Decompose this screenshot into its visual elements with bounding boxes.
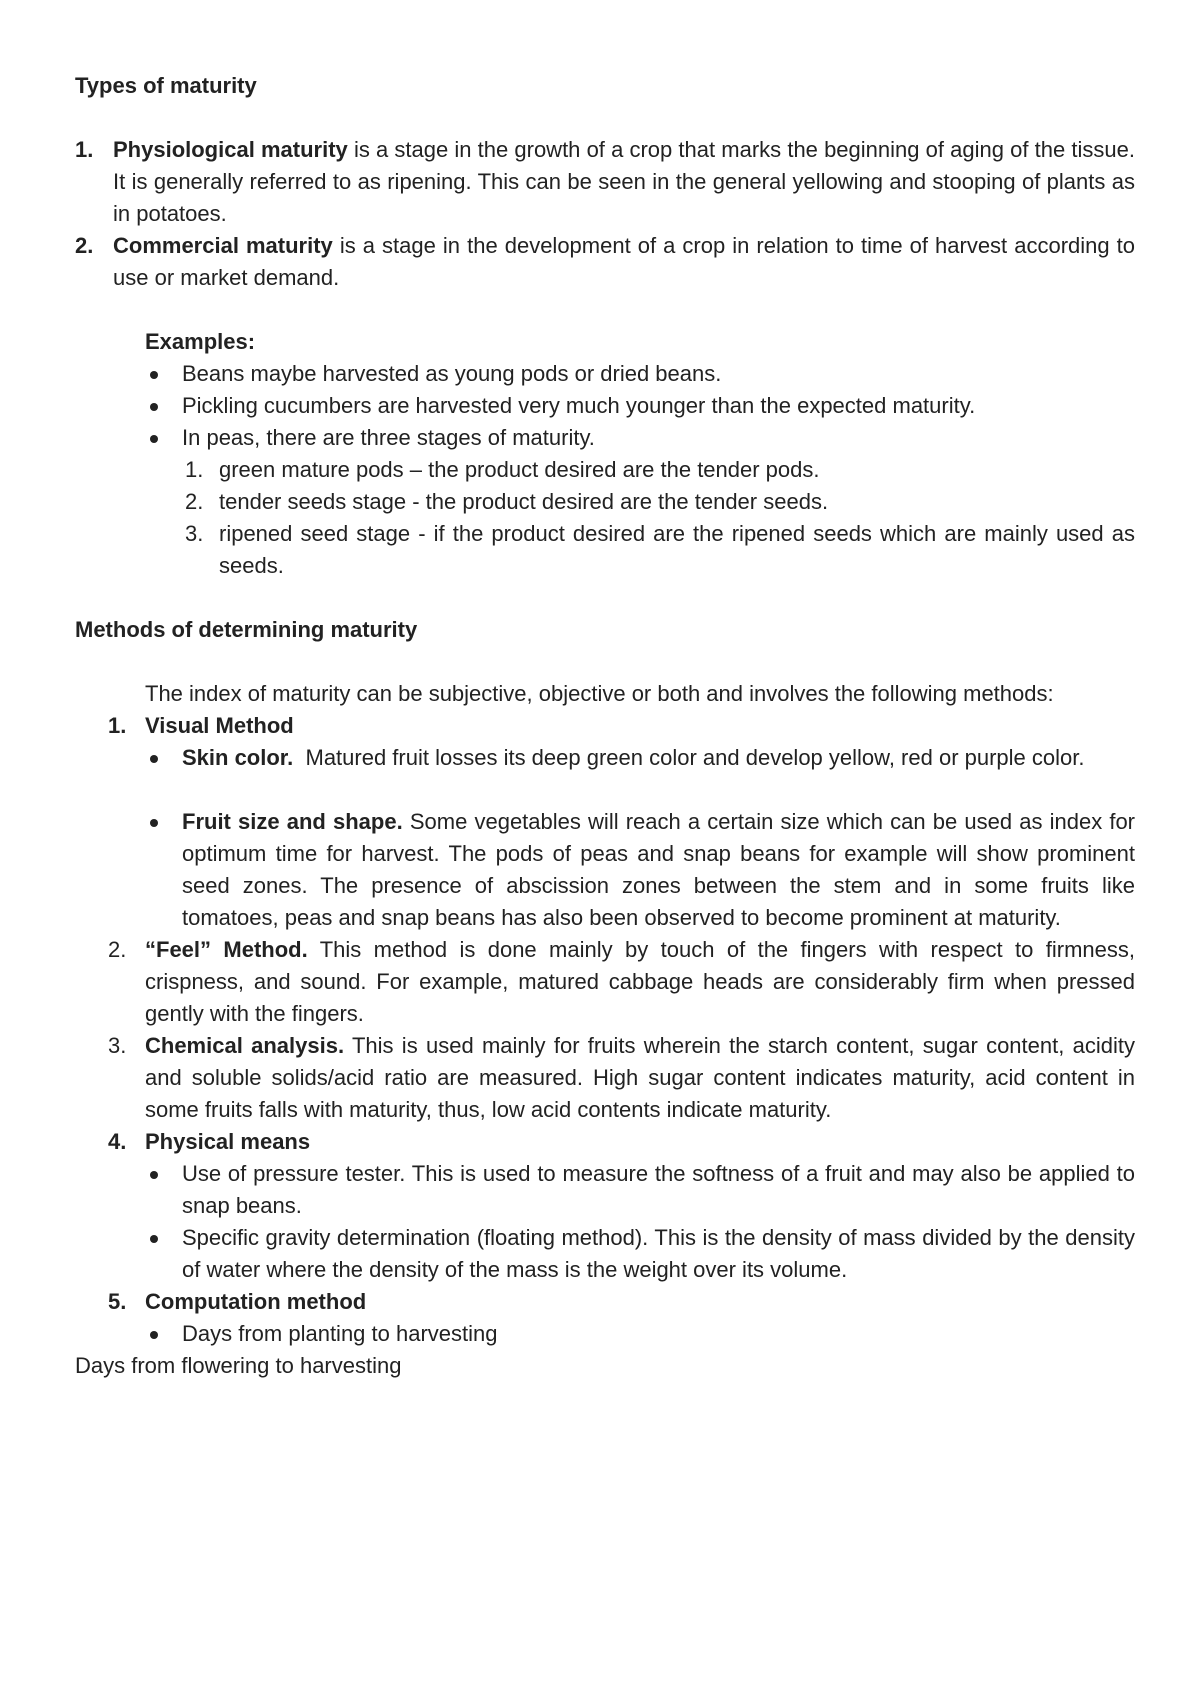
methods-intro: The index of maturity can be subjective, objective or both and involves the following methods: — [145, 681, 1054, 706]
bullet-icon — [150, 1235, 158, 1243]
bullet-icon — [150, 1171, 158, 1179]
term-physiological: Physiological maturity — [113, 137, 348, 162]
list-item — [75, 518, 1135, 582]
list-number: 2. — [75, 233, 94, 258]
list-item — [75, 486, 1135, 518]
list-item — [75, 1318, 1135, 1350]
method-text: Use of pressure tester. This is used to measure the softness of a fruit and may also be applied to snap beans. — [182, 1161, 1135, 1218]
section-heading-methods: Methods of determining maturity — [75, 617, 418, 642]
list-item — [75, 422, 1135, 454]
bullet-icon — [150, 819, 158, 827]
method-title: Physical means — [145, 1129, 311, 1154]
term-skin-color: Skin color. — [182, 745, 294, 770]
list-item — [75, 1158, 1135, 1222]
list-item — [75, 454, 1135, 486]
term-fruit-size: Fruit size and shape. — [182, 809, 403, 834]
example-text: In peas, there are three stages of maturity. — [182, 425, 595, 450]
list-number: 3. — [185, 521, 204, 546]
bullet-icon — [150, 435, 158, 443]
definition-text: is a stage in the development of a crop in relation to time of harvest according to use or market demand. — [113, 233, 1136, 290]
definition-text: is a stage in the growth of a crop that marks the beginning of aging of the tissue. It is generally referred to as ripening. This can be seen in the general yellowing and stooping of plants as in potatoes. — [113, 137, 1135, 226]
stage-text: ripened seed stage - if the product desired are the ripened seeds which are mainly used as seeds. — [219, 521, 1135, 578]
method-text: Matured fruit losses its deep green color and develop yellow, red or purple color. — [293, 745, 1085, 770]
list-item-physiological — [75, 134, 1135, 230]
list-number: 1. — [108, 713, 127, 738]
example-text: Beans maybe harvested as young pods or dried beans. — [182, 361, 722, 386]
list-number: 5. — [108, 1289, 127, 1314]
method-text: Specific gravity determination (floating method). This is the density of mass divided by the density of water where the density of the mass is the weight over its volume. — [182, 1225, 1135, 1282]
method-text: Days from planting to harvesting — [182, 1321, 498, 1346]
bullet-icon — [150, 1331, 158, 1339]
bullet-icon — [150, 403, 158, 411]
method-text: Some vegetables will reach a certain size which can be used as index for optimum time for harvest. The pods of peas and snap beans for example will show prominent seed zones. The presence of abscission zones between the stem and in some fruits like tomatoes, peas and snap beans has also been observed to become prominent at maturity. — [182, 809, 1136, 930]
method-text: This method is done mainly by touch of the fingers with respect to firmness, crispness, and sound. For example, matured cabbage heads are considerably firm when pressed gently with the fingers. — [145, 937, 1135, 1026]
list-item — [75, 358, 1135, 390]
examples-label: Examples: — [145, 329, 256, 354]
method-computation — [75, 1286, 1135, 1318]
list-item — [75, 742, 1135, 774]
method-title: Visual Method — [145, 713, 294, 738]
method-text: This is used mainly for fruits wherein the starch content, sugar content, acidity and soluble solids/acid ratio are measured. High sugar content indicates maturity, acid content in some fruits falls with maturity, thus, low acid contents indicate maturity. — [145, 1033, 1135, 1122]
list-item — [75, 806, 1135, 934]
section-heading-types: Types of maturity — [75, 73, 257, 98]
method-physical — [75, 1126, 1135, 1158]
list-number: 3. — [108, 1033, 127, 1058]
term-feel: “Feel” Method. — [145, 937, 308, 962]
term-chemical: Chemical analysis. — [145, 1033, 345, 1058]
method-chemical — [75, 1030, 1135, 1126]
list-number: 2. — [185, 489, 204, 514]
list-number: 4. — [108, 1129, 127, 1154]
list-number: 1. — [185, 457, 204, 482]
example-text: Pickling cucumbers are harvested very much younger than the expected maturity. — [182, 393, 976, 418]
bullet-icon — [150, 371, 158, 379]
list-item — [75, 390, 1135, 422]
stage-text: green mature pods – the product desired are the tender pods. — [219, 457, 820, 482]
trailing-text: Days from flowering to harvesting — [75, 1353, 402, 1378]
term-commercial: Commercial maturity — [113, 233, 333, 258]
document-page — [75, 70, 1135, 1382]
list-item — [75, 1222, 1135, 1286]
method-title: Computation method — [145, 1289, 367, 1314]
list-number: 1. — [75, 137, 94, 162]
list-item-commercial — [75, 230, 1135, 294]
list-number: 2. — [108, 937, 127, 962]
method-visual — [75, 710, 1135, 742]
bullet-icon — [150, 755, 158, 763]
method-feel — [75, 934, 1135, 1030]
stage-text: tender seeds stage - the product desired are the tender seeds. — [219, 489, 829, 514]
